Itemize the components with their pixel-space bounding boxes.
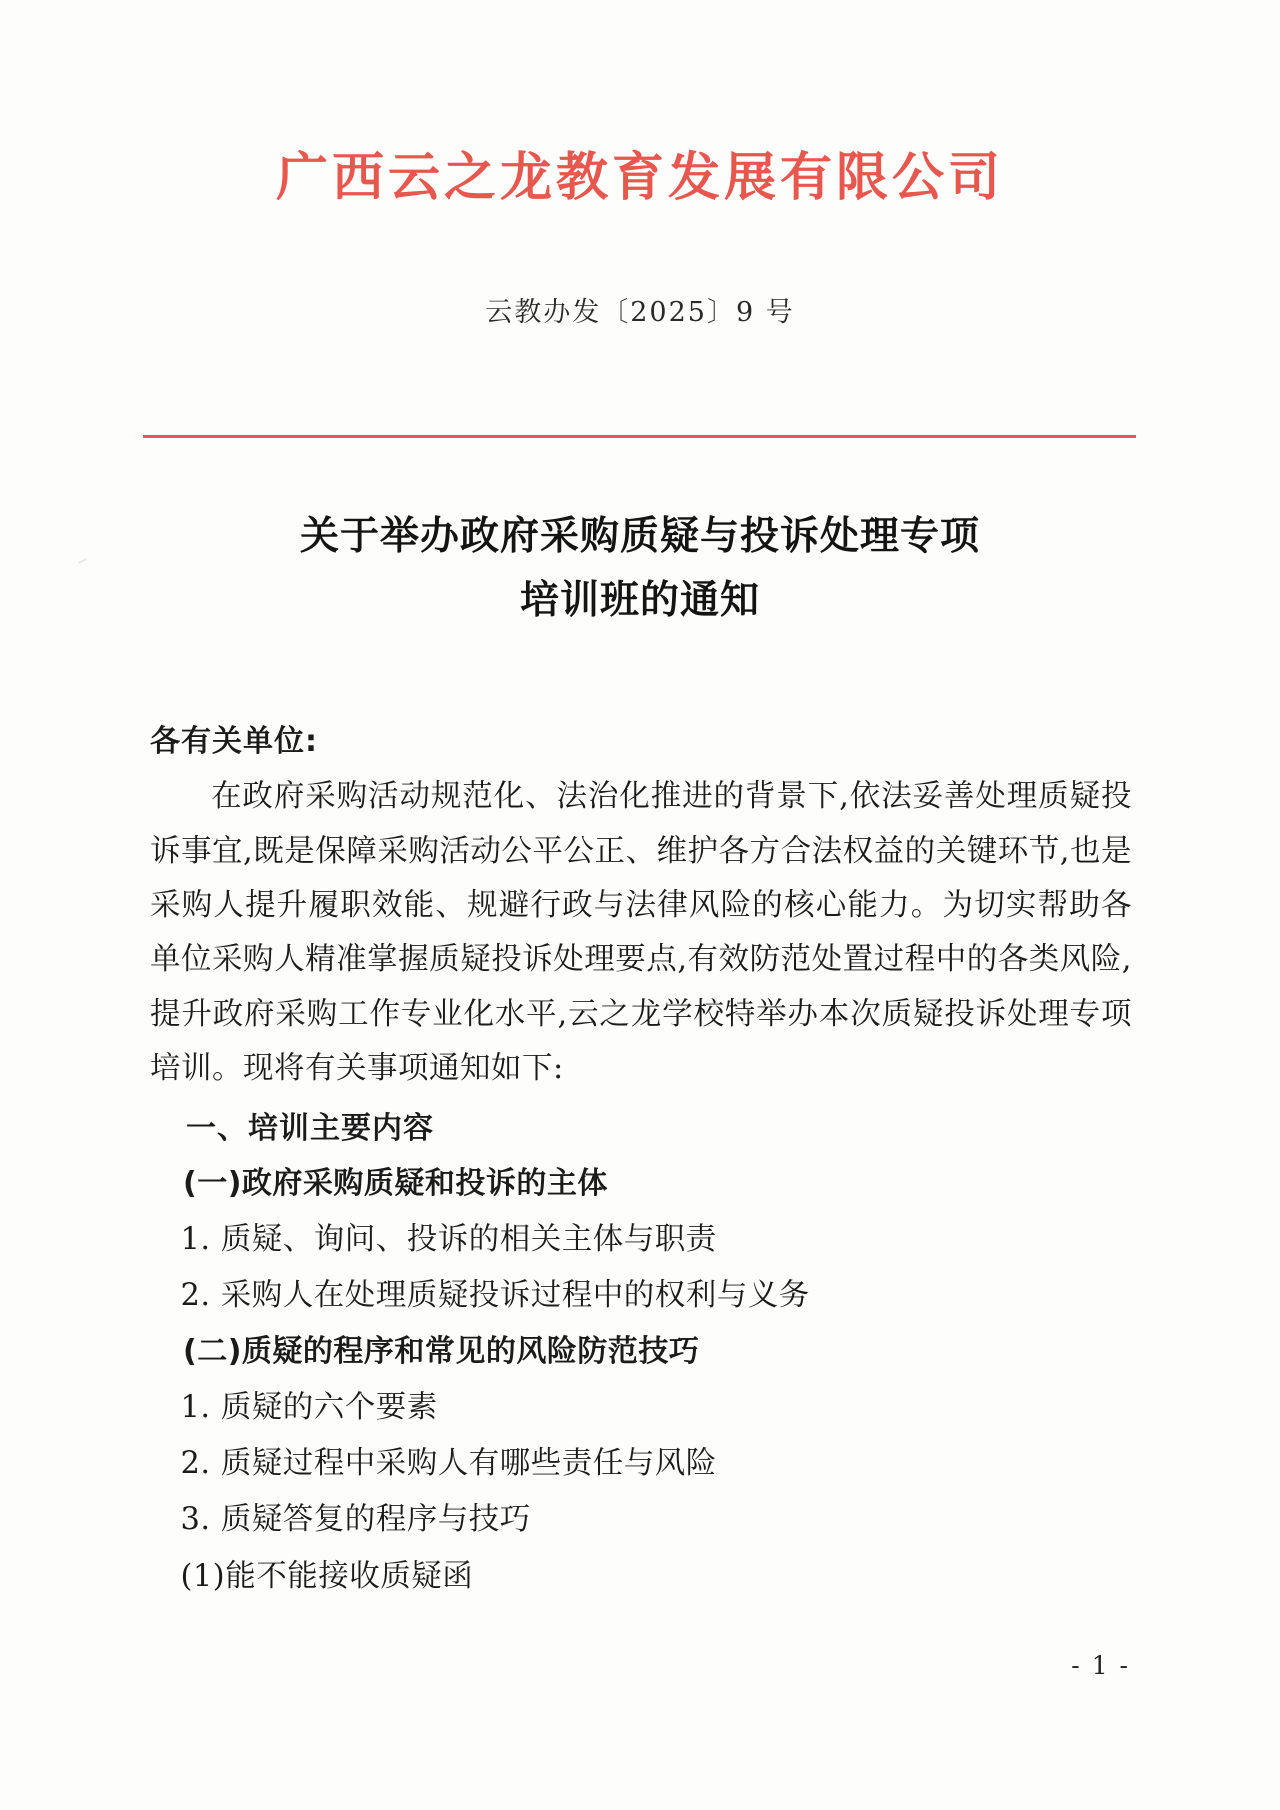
list-item: 1. 质疑、询问、投诉的相关主体与职责 <box>180 1221 717 1257</box>
subsection-heading-2: (二)质疑的程序和常见的风险防范技巧 <box>183 1334 700 1370</box>
organization-title: 广西云之龙教育发展有限公司 <box>275 148 1004 208</box>
red-separator-rule <box>143 435 1136 438</box>
subsection-heading-1: (一)政府采购质疑和投诉的主体 <box>183 1166 608 1202</box>
scan-artifact <box>78 558 87 564</box>
page-title-line-2: 培训班的通知 <box>519 578 760 624</box>
section-heading-1: 一、培训主要内容 <box>186 1111 434 1147</box>
page-title-line-1: 关于举办政府采购质疑与投诉处理专项 <box>299 514 980 559</box>
document-body <box>150 715 1132 1604</box>
list-item: 3. 质疑答复的程序与技巧 <box>180 1502 531 1538</box>
body-paragraph-1: 在政府采购活动规范化、法治化推进的背景下,依法妥善处理质疑投诉事宜,既是保障采购活动公平公正、维护各方合法权益的关键环节,也是采购人提升履职效能、规避行政与法律风险的核心能力。为切实帮助各单位采购人精准掌握质疑投诉处理要点,有效防范处置过程中的各类风险,提升政府采购工作专业化水平,云之龙学校特举办本次质疑投诉处理专项培训。现将有关事项通知如下: <box>150 779 1132 1086</box>
page-number: - 1 - <box>1071 1651 1130 1680</box>
list-item: 2. 采购人在处理质疑投诉过程中的权利与义务 <box>180 1278 810 1314</box>
list-item: 1. 质疑的六个要素 <box>180 1389 438 1425</box>
list-item: 2. 质疑过程中采购人有哪些责任与风险 <box>180 1446 717 1482</box>
list-item: (1)能不能接收质疑函 <box>180 1558 474 1594</box>
document-number: 云教办发〔2025〕9 号 <box>485 297 795 328</box>
salutation: 各有关单位: <box>150 724 318 759</box>
page-title <box>150 505 1130 634</box>
